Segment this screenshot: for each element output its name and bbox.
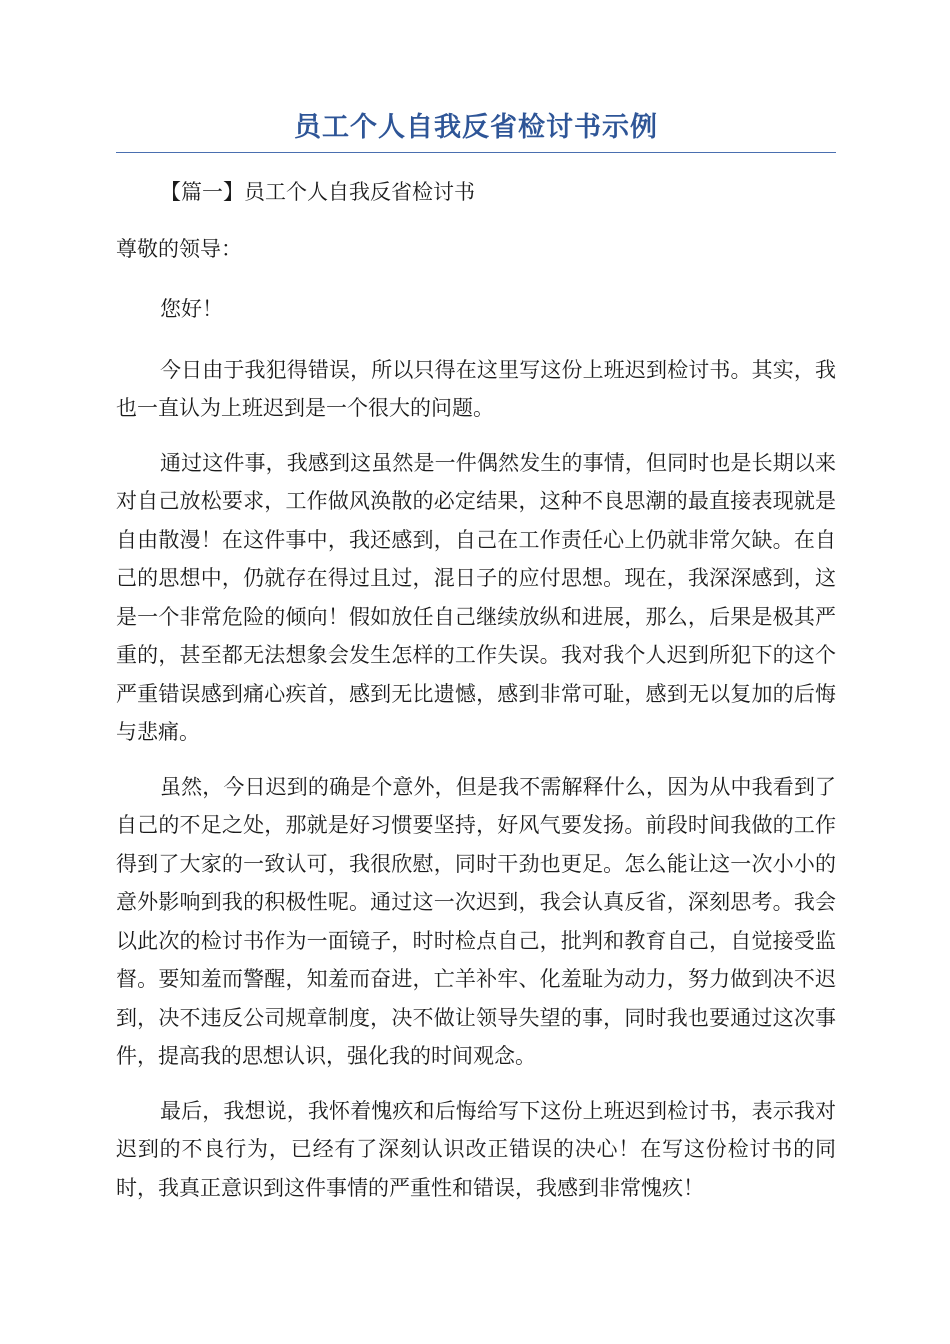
document-title: 员工个人自我反省检讨书示例 (294, 112, 658, 143)
document-page (116, 108, 836, 1223)
title-underline (116, 152, 836, 153)
salutation: 尊敬的领导： (116, 236, 242, 261)
greeting: 您好！ (160, 297, 223, 321)
body-paragraph: 最后，我想说，我怀着愧疚和后悔给写下这份上班迟到检讨书，表示我对迟到的不良行为，已经有了深刻认识改正错误的决心！在写这份检讨书的同时，我真正意识到这件事情的严重性和错误，我感到非常愧疚！ (116, 1098, 836, 1200)
body-paragraph: 通过这件事，我感到这虽然是一件偶然发生的事情，但同时也是长期以来对自己放松要求，工作做风涣散的必定结果，这种不良思潮的最直接表现就是自由散漫！在这件事中，我还感到，自己在工作责任心上仍就非常欠缺。在自己的思想中，仍就存在得过且过，混日子的应付思想。现在，我深深感到，这是一个非常危险的倾向！假如放任自己继续放纵和进展，那么，后果是极其严重的，甚至都无法想象会发生怎样的工作失误。我对我个人迟到所犯下的这个严重错误感到痛心疾首，感到无比遗憾，感到非常可耻，感到无以复加的后悔与悲痛。 (116, 450, 836, 744)
body-paragraph: 虽然，今日迟到的确是个意外，但是我不需解释什么，因为从中我看到了自己的不足之处，那就是好习惯要坚持，好风气要发扬。前段时间我做的工作得到了大家的一致认可，我很欣慰，同时干劲也更足。怎么能让这一次小小的意外影响到我的积极性呢。通过这一次迟到，我会认真反省，深刻思考。我会以此次的检讨书作为一面镜子，时时检点自己，批判和教育自己，自觉接受监督。要知羞而警醒，知羞而奋进，亡羊补牢、化羞耻为动力，努力做到决不迟到，决不违反公司规章制度，决不做让领导失望的事，同时我也要通过这次事件，提高我的思想认识，强化我的时间观念。 (116, 774, 836, 1068)
body-paragraph: 今日由于我犯得错误，所以只得在这里写这份上班迟到检讨书。其实，我也一直认为上班迟到是一个很大的问题。 (116, 357, 836, 420)
section-heading: 【篇一】员工个人自我反省检讨书 (160, 180, 475, 204)
